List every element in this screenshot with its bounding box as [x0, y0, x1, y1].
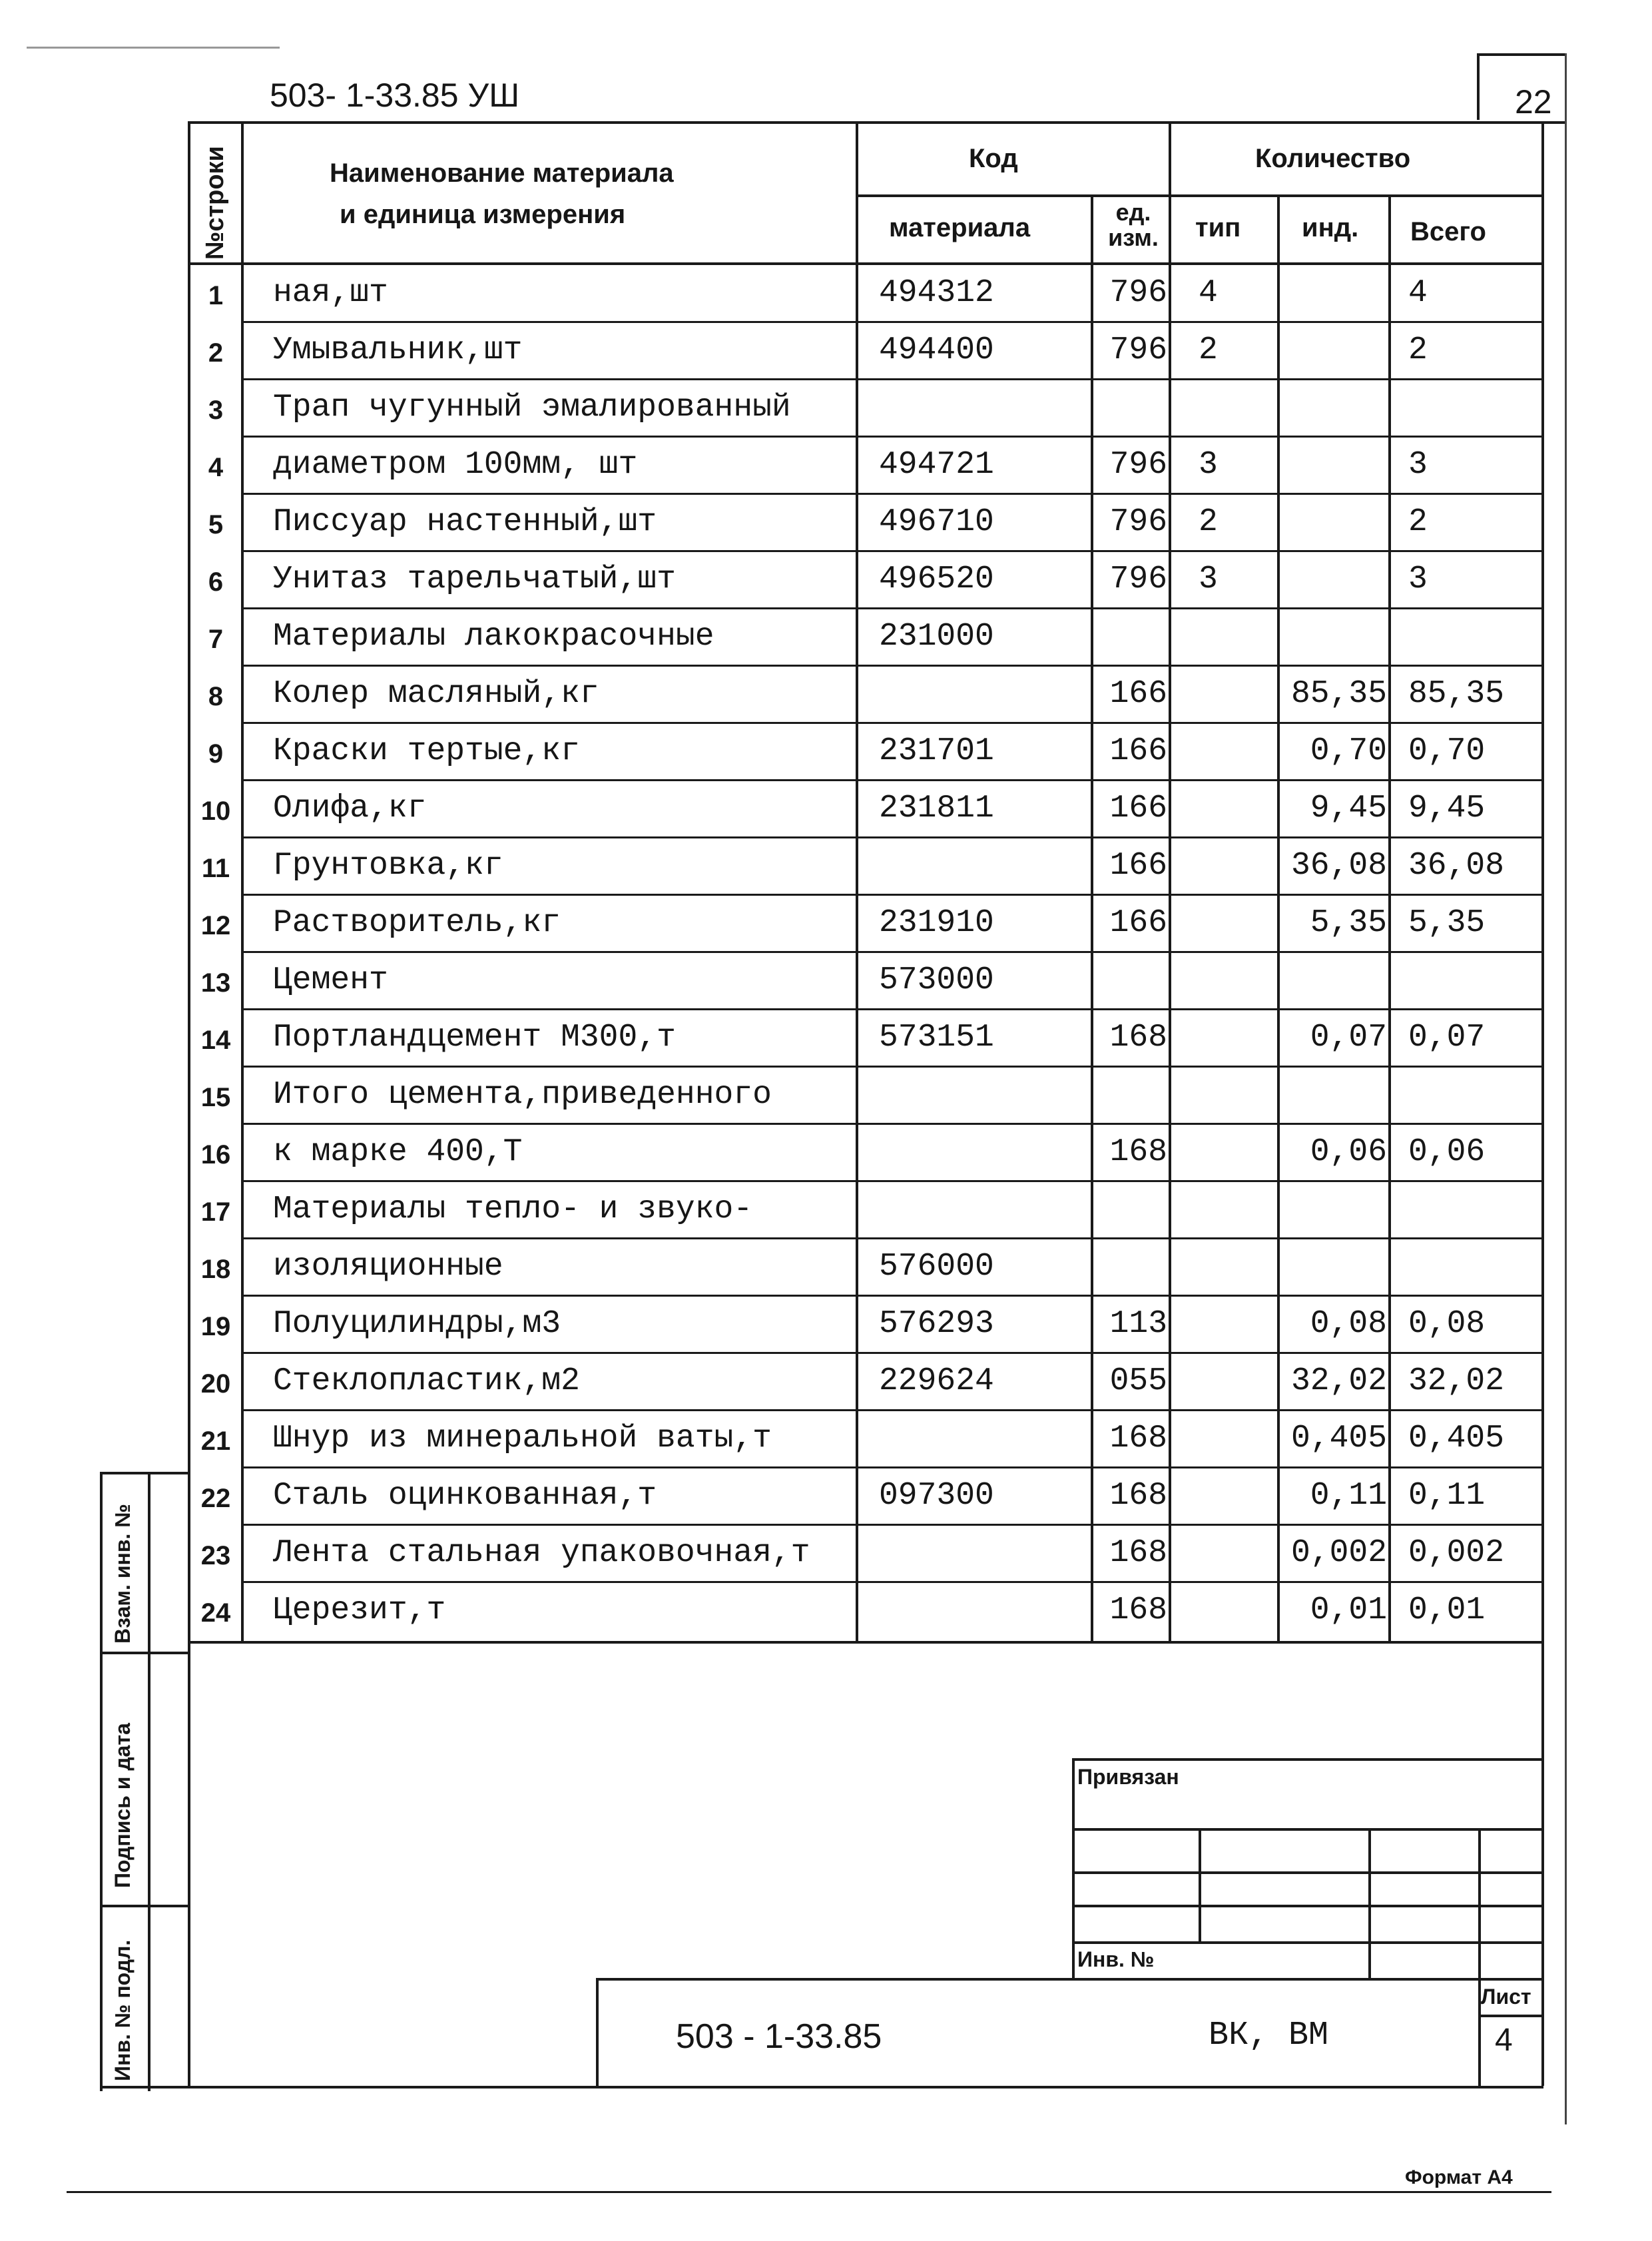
qty-total: 5,35 [1408, 905, 1486, 941]
material-name: диаметром 100мм, шт [273, 447, 638, 483]
material-code: 231000 [879, 619, 994, 655]
unit-code: 166 [1109, 905, 1167, 941]
header-divider [856, 194, 1541, 197]
unit-code: 168 [1109, 1478, 1167, 1514]
side-sign-date: Подпись и дата [111, 1723, 135, 1888]
title-block-col1 [1199, 1828, 1201, 1941]
page-number-box [1477, 53, 1480, 120]
frame-top [188, 121, 1566, 124]
page-number-box-top [1480, 53, 1566, 56]
material-name: ная,шт [273, 275, 388, 311]
material-name: Трап чугунный эмалированный [273, 390, 791, 426]
header-qty-type: тип [1195, 213, 1241, 242]
qty-total: 0,01 [1408, 1592, 1486, 1628]
title-block-row2 [1072, 1871, 1541, 1874]
unit-code: 796 [1109, 332, 1167, 368]
footer-line [67, 2191, 1551, 2193]
row-number: 17 [200, 1197, 231, 1227]
qty-total: 32,02 [1408, 1363, 1505, 1399]
row-divider [241, 1295, 1541, 1297]
material-name: изоляционные [273, 1249, 503, 1285]
row-number: 23 [200, 1541, 231, 1570]
side-stamp-top [100, 1472, 190, 1474]
qty-total: 0,002 [1408, 1535, 1505, 1571]
title-block-left [1072, 1758, 1075, 1978]
row-divider [241, 836, 1541, 838]
material-code: 494312 [879, 275, 994, 311]
material-code: 494400 [879, 332, 994, 368]
qty-ind: 0,01 [1310, 1592, 1387, 1628]
qty-type: 3 [1199, 447, 1218, 483]
qty-total: 2 [1408, 332, 1428, 368]
qty-ind: 32,02 [1290, 1363, 1387, 1399]
frame-left [188, 121, 190, 2086]
unit-code: 168 [1109, 1421, 1167, 1456]
col-sep-1 [241, 121, 244, 1641]
qty-total: 0,08 [1408, 1306, 1486, 1342]
stamp-sections: ВК, ВМ [1209, 2017, 1329, 2055]
material-code: 496710 [879, 504, 994, 540]
row-divider [241, 321, 1541, 323]
frame-right-outer [1565, 53, 1567, 2124]
row-number: 7 [208, 625, 224, 654]
material-code: 097300 [879, 1478, 994, 1514]
side-stamp-sep1 [100, 1652, 190, 1654]
header-row-number: №строки [201, 146, 229, 260]
side-stamp-sep2 [100, 1905, 190, 1907]
header-quantity: Количество [1255, 144, 1411, 173]
row-number: 10 [200, 797, 231, 826]
material-name: Портландцемент М300,т [273, 1020, 676, 1056]
row-number: 6 [208, 567, 224, 597]
material-name: Краски тертые,кг [273, 733, 580, 769]
row-number: 15 [200, 1083, 231, 1112]
material-code: 573151 [879, 1020, 994, 1056]
col-sep-5 [1277, 194, 1280, 1641]
qty-type: 4 [1199, 275, 1218, 311]
qty-ind: 36,08 [1290, 848, 1387, 884]
table-bottom [188, 1641, 1541, 1644]
row-number: 11 [201, 854, 230, 883]
material-name: Полуцилиндры,м3 [273, 1306, 561, 1342]
row-number: 18 [200, 1255, 231, 1284]
row-divider [241, 722, 1541, 724]
qty-ind: 0,08 [1310, 1306, 1387, 1342]
title-block-row1 [1072, 1828, 1541, 1831]
sheet-label: Лист [1481, 1985, 1531, 2009]
material-code: 231910 [879, 905, 994, 941]
inv-no-label: Инв. № [1077, 1947, 1155, 1971]
row-divider [241, 665, 1541, 667]
material-name: Унитаз тарельчатый,шт [273, 561, 676, 597]
row-divider [241, 894, 1541, 896]
sheet-number: 4 [1495, 2023, 1513, 2058]
qty-total: 3 [1408, 447, 1428, 483]
qty-type: 3 [1199, 561, 1218, 597]
row-divider [241, 1466, 1541, 1468]
material-name: Итого цемента,приведенного [273, 1077, 772, 1113]
col-sep-3 [1091, 194, 1093, 1641]
side-replace-inv: Взам. инв. № [111, 1504, 135, 1644]
row-number: 9 [208, 739, 224, 769]
side-stamp-left [100, 1472, 103, 2091]
row-number: 8 [208, 682, 224, 711]
material-code: 231811 [879, 791, 994, 826]
title-block-row3 [1072, 1905, 1541, 1907]
row-number: 3 [208, 396, 224, 425]
material-name: к марке 400,Т [273, 1134, 523, 1170]
row-number: 19 [200, 1312, 231, 1341]
qty-total: 4 [1408, 275, 1428, 311]
title-block-row4 [1072, 1941, 1541, 1944]
material-code: 494721 [879, 447, 994, 483]
qty-type: 2 [1199, 332, 1218, 368]
row-number: 14 [200, 1026, 231, 1055]
header-bottom [188, 262, 1541, 265]
unit-code: 166 [1109, 791, 1167, 826]
side-stamp-mid [148, 1472, 150, 2091]
header-name-line2: и единица измерения [340, 200, 626, 229]
material-name: Растворитель,кг [273, 905, 561, 941]
row-number: 5 [208, 510, 224, 539]
material-name: Стеклопластик,м2 [273, 1363, 580, 1399]
unit-code: 113 [1109, 1306, 1167, 1342]
row-divider [241, 1581, 1541, 1583]
material-code: 576000 [879, 1249, 994, 1285]
material-code: 573000 [879, 962, 994, 998]
row-number: 24 [200, 1598, 231, 1628]
row-divider [241, 1066, 1541, 1068]
material-name: Церезит,т [273, 1592, 446, 1628]
material-name: Олифа,кг [273, 791, 427, 826]
title-block-col2 [1368, 1828, 1371, 1978]
material-name: Сталь оцинкованная,т [273, 1478, 657, 1514]
qty-ind: 5,35 [1310, 905, 1387, 941]
qty-ind: 85,35 [1290, 676, 1387, 712]
qty-total: 0,07 [1408, 1020, 1486, 1056]
row-divider [241, 951, 1541, 953]
row-divider [241, 607, 1541, 609]
row-number: 12 [200, 911, 231, 940]
row-number: 2 [208, 338, 224, 368]
qty-total: 2 [1408, 504, 1428, 540]
main-stamp-top [596, 1978, 1541, 1981]
material-code: 496520 [879, 561, 994, 597]
unit-code: 796 [1109, 504, 1167, 540]
qty-total: 0,06 [1408, 1134, 1486, 1170]
row-number: 21 [200, 1427, 231, 1456]
unit-code: 796 [1109, 561, 1167, 597]
row-divider [241, 378, 1541, 380]
row-divider [241, 1008, 1541, 1010]
material-name: Материалы лакокрасочные [273, 619, 714, 655]
unit-code: 796 [1109, 275, 1167, 311]
row-divider [241, 1180, 1541, 1182]
header-code-material: материала [889, 213, 1031, 242]
qty-type: 2 [1199, 504, 1218, 540]
header-code: Код [969, 144, 1018, 173]
row-number: 4 [208, 453, 224, 482]
qty-total: 85,35 [1408, 676, 1505, 712]
scan-mark-top [27, 47, 280, 49]
qty-ind: 0,06 [1310, 1134, 1387, 1170]
frame-right [1541, 121, 1544, 2086]
side-inv-orig: Инв. № подл. [111, 1939, 135, 2081]
row-divider [241, 1123, 1541, 1125]
col-sep-6 [1388, 194, 1391, 1641]
row-divider [241, 436, 1541, 438]
material-name: Умывальник,шт [273, 332, 523, 368]
qty-ind: 0,405 [1290, 1421, 1387, 1456]
material-name: Шнур из минеральной ваты,т [273, 1421, 772, 1456]
qty-total: 36,08 [1408, 848, 1505, 884]
col-sep-2 [856, 121, 858, 1641]
sheet-box-divider [1478, 2015, 1541, 2017]
row-divider [241, 779, 1541, 781]
row-divider [241, 1409, 1541, 1411]
qty-total: 0,70 [1408, 733, 1486, 769]
unit-code: 168 [1109, 1134, 1167, 1170]
material-name: Писсуар настенный,шт [273, 504, 657, 540]
header-name: Наименование материала [330, 159, 674, 188]
frame-bottom [100, 2086, 1543, 2088]
qty-total: 3 [1408, 561, 1428, 597]
qty-total: 9,45 [1408, 791, 1486, 826]
row-divider [241, 1524, 1541, 1526]
row-divider [241, 550, 1541, 552]
row-number: 1 [208, 281, 224, 310]
bound-label: Привязан [1077, 1765, 1179, 1789]
qty-total: 0,405 [1408, 1421, 1505, 1456]
col-sep-4 [1169, 121, 1171, 1641]
qty-ind: 0,11 [1310, 1478, 1387, 1514]
row-number: 13 [200, 968, 231, 998]
material-name: Колер масляный,кг [273, 676, 599, 712]
qty-total: 0,11 [1408, 1478, 1486, 1514]
unit-code: 168 [1109, 1592, 1167, 1628]
material-name: Грунтовка,кг [273, 848, 503, 884]
unit-code: 166 [1109, 676, 1167, 712]
material-name: Лента стальная упаковочная,т [273, 1535, 810, 1571]
document-code: 503- 1-33.85 УШ [270, 77, 520, 114]
qty-ind: 9,45 [1310, 791, 1387, 826]
title-block-top [1072, 1758, 1541, 1761]
material-code: 229624 [879, 1363, 994, 1399]
unit-code: 166 [1109, 848, 1167, 884]
qty-ind: 0,002 [1290, 1535, 1387, 1571]
unit-code: 166 [1109, 733, 1167, 769]
material-code: 231701 [879, 733, 994, 769]
row-divider [241, 1237, 1541, 1239]
header-qty-total: Всего [1410, 217, 1486, 246]
row-number: 20 [200, 1369, 231, 1399]
unit-code: 796 [1109, 447, 1167, 483]
material-name: Материалы тепло- и звуко- [273, 1191, 753, 1227]
unit-code: 055 [1109, 1363, 1167, 1399]
stamp-document-code: 503 - 1-33.85 [676, 2017, 882, 2056]
unit-code: 168 [1109, 1535, 1167, 1571]
header-qty-ind: инд. [1302, 213, 1359, 242]
main-stamp-left [596, 1978, 599, 2086]
format-label: Формат А4 [1405, 2166, 1513, 2188]
row-divider [241, 1352, 1541, 1354]
row-number: 22 [200, 1484, 231, 1513]
row-divider [241, 493, 1541, 495]
unit-code: 168 [1109, 1020, 1167, 1056]
material-code: 576293 [879, 1306, 994, 1342]
material-name: Цемент [273, 962, 388, 998]
title-block-col3 [1478, 1828, 1481, 1978]
row-number: 16 [200, 1140, 231, 1169]
page-number: 22 [1515, 83, 1552, 121]
qty-ind: 0,70 [1310, 733, 1387, 769]
qty-ind: 0,07 [1310, 1020, 1387, 1056]
header-code-unit: ед. изм. [1108, 198, 1159, 251]
